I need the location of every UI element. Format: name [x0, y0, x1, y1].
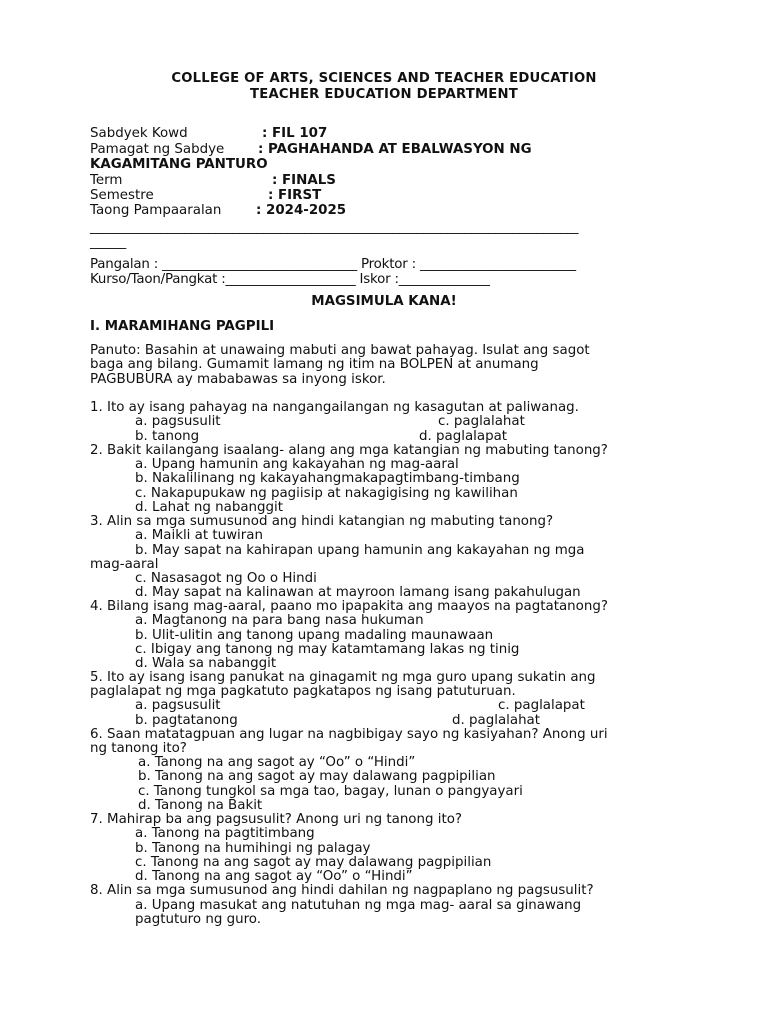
choice-cont: pagtuturo ng guro.	[135, 912, 261, 927]
subject-title-value-cont: KAGAMITANG PANTURO	[90, 157, 268, 172]
question-4: 4. Bilang isang mag-aaral, paano mo ipapakita ang maayos na pagtatanong?	[90, 599, 608, 614]
choice: b. Nakalilinang ng kakayahangmakapagtimbang-timbang	[135, 471, 520, 486]
start-label: MAGSIMULA KANA!	[311, 294, 457, 309]
choice: a. Maikli at tuwiran	[135, 528, 263, 543]
instructions-line: Panuto: Basahin at unawaing mabuti ang bawat pahayag. Isulat ang sagot	[90, 343, 590, 358]
choice: d. Wala sa nabanggit	[135, 656, 277, 671]
choice: d. paglalahat	[452, 713, 541, 728]
question-5-cont: paglalapat ng mga pagkatuto pagkatapos ng isang patuturuan.	[90, 684, 516, 699]
school-year-value: : 2024-2025	[256, 203, 347, 218]
choice: d. Tanong na Bakit	[138, 798, 263, 813]
semester-value: : FIRST	[268, 188, 322, 203]
choice: a. pagsusulit	[135, 414, 221, 429]
choice: c. paglalapat	[498, 698, 585, 713]
choice: c. Nasasagot ng Oo o Hindi	[135, 571, 317, 586]
choice: a. Upang masukat ang natutuhan ng mga mag- aaral sa ginawang	[135, 898, 582, 913]
question-1: 1. Ito ay isang pahayag na nangangailangan ng kasagutan at paliwanag.	[90, 400, 579, 415]
question-3: 3. Alin sa mga sumusunod ang hindi katangian ng mabuting tanong?	[90, 514, 554, 529]
choice: d. Lahat ng nabanggit	[135, 500, 283, 515]
department-heading: TEACHER EDUCATION DEPARTMENT	[250, 87, 518, 102]
question-7: 7. Mahirap ba ang pagsusulit? Anong uri ng tanong ito?	[90, 812, 463, 827]
instructions-line: baga ang bilang. Gumamit lamang ng itim na BOLPEN at anumang	[90, 357, 539, 372]
choice: d. May sapat na kalinawan at mayroon lamang isang pakahulugan	[135, 585, 581, 600]
question-8: 8. Alin sa mga sumusunod ang hindi dahilan ng nagpaplano ng pagsusulit?	[90, 883, 594, 898]
question-2: 2. Bakit kailangang isaalang- alang ang mga katangian ng mabuting tanong?	[90, 443, 608, 458]
instructions-line: PAGBUBURA ay mababawas sa inyong iskor.	[90, 372, 386, 387]
course-score-field: Kurso/Taon/Pangkat :____________________ Iskor :______________	[90, 272, 490, 287]
separator-line: __________________________________________________________________________________	[90, 220, 578, 235]
semester-label: Semestre	[90, 188, 154, 203]
choice: c. Nakapupukaw ng pagiisip at nakagigising ng kawilihan	[135, 486, 518, 501]
term-label: Term	[90, 173, 123, 188]
question-6-cont: ng tanong ito?	[90, 741, 187, 756]
choice: a. Magtanong na para bang nasa hukuman	[135, 613, 424, 628]
section-title: I. MARAMIHANG PAGPILI	[90, 319, 275, 334]
choice: c. Tanong na ang sagot ay may dalawang pagpipilian	[135, 855, 492, 870]
choice: c. Ibigay ang tanong ng may katamtamang lakas ng tinig	[135, 642, 520, 657]
choice: c. paglalahat	[438, 414, 525, 429]
question-6: 6. Saan matatagpuan ang lugar na nagbibigay sayo ng kasiyahan? Anong uri	[90, 727, 608, 742]
subject-code-value: : FIL 107	[262, 126, 328, 141]
school-year-label: Taong Pampaaralan	[90, 203, 222, 218]
choice: a. pagsusulit	[135, 698, 221, 713]
term-value: : FINALS	[272, 173, 336, 188]
choice: a. Tanong na pagtitimbang	[135, 826, 315, 841]
choice: b. May sapat na kahirapan upang hamunin ang kakayahan ng mga	[135, 543, 585, 558]
choice: c. Tanong tungkol sa mga tao, bagay, lunan o pangyayari	[138, 784, 523, 799]
choice: b. tanong	[135, 429, 200, 444]
subject-code-label: Sabdyek Kowd	[90, 126, 188, 141]
subject-title-label: Pamagat ng Sabdye	[90, 142, 225, 157]
college-heading: COLLEGE OF ARTS, SCIENCES AND TEACHER EDUCATION	[171, 71, 597, 86]
name-proctor-field: Pangalan : ______________________________ Proktor : ________________________	[90, 257, 576, 272]
choice: d. Tanong na ang sagot ay “Oo” o “Hindi”	[135, 869, 413, 884]
separator-line-cont: ______	[90, 235, 126, 250]
subject-title-value: : PAGHAHANDA AT EBALWASYON NG	[258, 142, 532, 157]
choice: b. Tanong na ang sagot ay may dalawang pagpipilian	[138, 769, 496, 784]
choice-cont: mag-aaral	[90, 557, 159, 572]
choice: b. pagtatanong	[135, 713, 238, 728]
choice: b. Tanong na humihingi ng palagay	[135, 841, 371, 856]
choice: d. paglalapat	[419, 429, 508, 444]
choice: a. Tanong na ang sagot ay “Oo” o “Hindi”	[138, 755, 416, 770]
question-5: 5. Ito ay isang isang panukat na ginagamit ng mga guro upang sukatin ang	[90, 670, 596, 685]
choice: b. Ulit-ulitin ang tanong upang madaling maunawaan	[135, 628, 494, 643]
choice: a. Upang hamunin ang kakayahan ng mag-aaral	[135, 457, 459, 472]
